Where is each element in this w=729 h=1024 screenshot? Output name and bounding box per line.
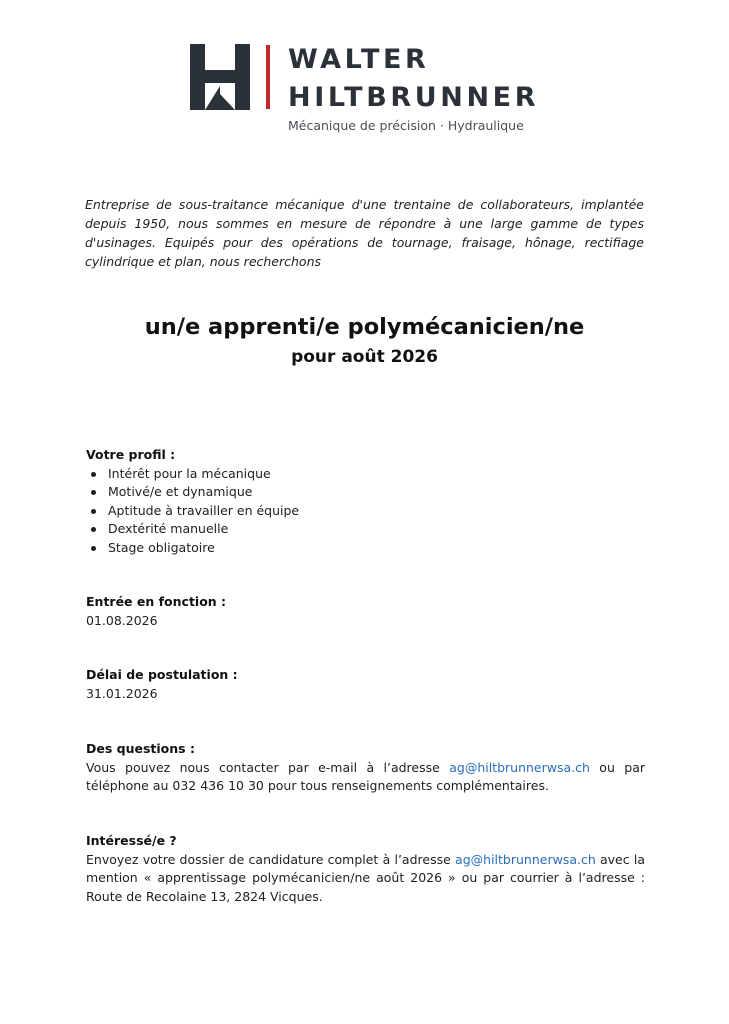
profile-item-text: Stage obligatoire: [108, 539, 215, 555]
apply-text-before: Envoyez votre dossier de candidature complet à l’adresse: [86, 851, 456, 867]
questions-text-before: Vous pouvez nous contacter par e-mail à l’adresse: [86, 759, 450, 775]
start-date-section: [86, 593, 645, 630]
application-email-link[interactable]: ag@hiltbrunnerwsa.ch: [455, 851, 596, 867]
start-date-heading: Entrée en fonction :: [86, 594, 227, 609]
apply-text-after: avec la mention « apprentissage polymécanicien/ne août 2026 » ou par courrier à l’adresse : Route de Recolaine 13, 2824 Vicques.: [86, 851, 645, 904]
list-item: [86, 502, 645, 521]
bullet-icon: [91, 509, 96, 514]
list-item: [86, 539, 645, 558]
contact-email-link[interactable]: ag@hiltbrunnerwsa.ch: [449, 759, 590, 775]
profile-item-text: Motivé/e et dynamique: [108, 484, 253, 499]
profile-heading: Votre profil :: [86, 447, 176, 462]
list-item: [86, 520, 645, 539]
bullet-icon: [91, 472, 96, 477]
profile-section: [86, 446, 645, 557]
job-subtitle: pour août 2026: [291, 347, 438, 367]
questions-heading: Des questions :: [86, 741, 195, 756]
apply-section: [86, 832, 645, 906]
job-title: un/e apprenti/e polymécanicien/ne: [144, 314, 585, 340]
questions-text: [86, 759, 645, 796]
profile-list: [86, 465, 645, 558]
logo-tagline: Mécanique de précision · Hydraulique: [288, 118, 524, 133]
apply-heading: Intéressé/e ?: [86, 833, 177, 848]
profile-item-text: Dextérité manuelle: [108, 521, 229, 536]
wh-monogram-icon: [190, 44, 250, 110]
list-item: [86, 465, 645, 484]
company-logo: [190, 44, 550, 140]
bullet-icon: [91, 546, 96, 551]
bullet-icon: [91, 490, 96, 495]
questions-section: [86, 740, 645, 796]
logo-name-line-2: HILTBRUNNER: [288, 82, 540, 113]
apply-text: [86, 851, 645, 907]
logo-divider: [266, 45, 270, 109]
profile-item-text: Aptitude à travailler en équipe: [108, 502, 300, 518]
intro-paragraph: Entreprise de sous-traitance mécanique d'une trentaine de collaborateurs, implantée depuis 1950, nous sommes en mesure de répondre à une large gamme de types d'usinages. Equipés pour des opérations de tournage, fraisage, hônage, rectifiage cylindrique et plan, nous recherchons: [85, 196, 644, 269]
deadline-section: [86, 666, 645, 703]
start-date-value: 01.08.2026: [86, 612, 158, 628]
deadline-value: 31.01.2026: [86, 685, 158, 701]
questions-text-after: ou par téléphone au 032 436 10 30 pour tous renseignements complémentaires.: [86, 759, 645, 793]
logo-name-line-1: WALTER: [288, 44, 430, 75]
bullet-icon: [91, 527, 96, 532]
deadline-heading: Délai de postulation :: [86, 667, 238, 682]
profile-item-text: Intérêt pour la mécanique: [108, 465, 271, 481]
list-item: [86, 483, 645, 502]
